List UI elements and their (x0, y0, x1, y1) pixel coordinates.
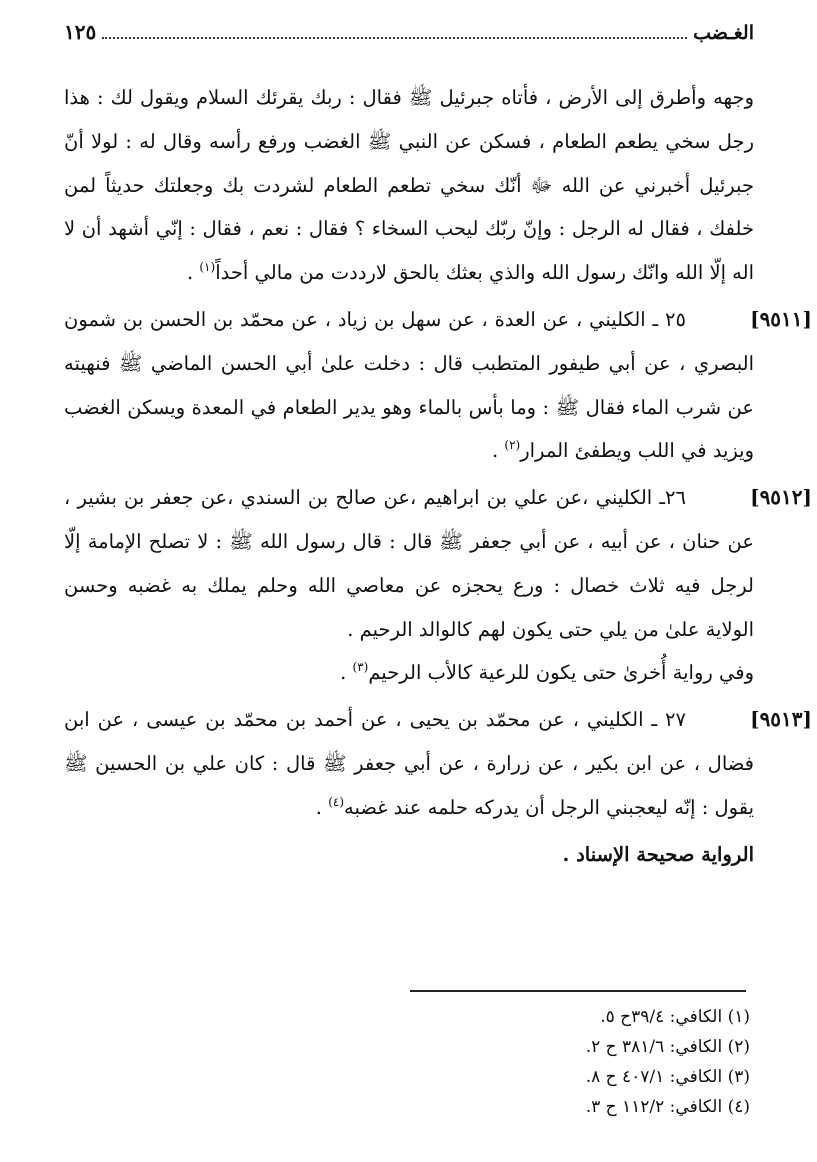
hadith-9511 (64, 298, 812, 476)
hadith-9513-text-block (64, 698, 754, 832)
continuation-end: . (186, 261, 200, 285)
footnote-ref-1: (١) (199, 260, 216, 275)
footnote-ref-2: (٢) (504, 438, 521, 453)
footnote-4: (٤) الكافي: ١١٢/٢ ح ٣. (585, 1097, 750, 1117)
hadith-9511-end: . (491, 439, 505, 463)
footnote-ref-4: (٤) (328, 794, 345, 809)
continuation-paragraph (64, 76, 754, 298)
hadith-number-9512: [٩٥١٢] (750, 485, 812, 510)
hadith-9512-text: ٢٦ـ الكليني ،عن علي بن ابراهيم ،عن صالح بن السندي ،عن جعفر بن بشير ، عن حنان ، عن أبيه ، عن أبي جعفر ﷺ قال : قال رسول الله ﷺ : لا تصلح الإمامة إلّا لرجل فيه ثلاث خصال : ورع يحجزه عن معاصي الله وحلم يملك به غضبه وحسن الولاية علىٰ من يلي حتى يكون لهم كالوالد الرحيم . (64, 486, 754, 641)
footnotes (64, 1002, 754, 1122)
hadith-9513 (64, 698, 812, 876)
hadith-9513-text: ٢٧ ـ الكليني ، عن محمّد بن يحيى ، عن أحمد بن محمّد بن عيسى ، عن ابن فضال ، عن ابن بكير ، عن زرارة ، عن أبي جعفر ﷺ قال : كان علي بن الحسين ﷺ يقول : إنّه ليعجبني الرجل أن يدركه حلمه عند غضبه (64, 708, 754, 819)
hadith-9512-note (64, 651, 754, 698)
hadith-9511-text: ٢٥ ـ الكليني ، عن العدة ، عن سهل بن زياد ، عن محمّد بن الحسن بن شمون البصري ، عن أبي طيفور المتطبب قال : دخلت علىٰ أبي الحسن الماضي ﷺ فنهيته عن شرب الماء فقال ﷺ : وما بأس بالماء وهو يدير الطعام في المعدة ويسكن الغضب ويزيد في اللب ويطفئ المرار (64, 307, 754, 463)
continuation-text: وجهه وأطرق إلى الأرض ، فأتاه جبرئيل ﷺ فقال : ربك يقرئك السلام ويقول لك : هذا رجل سخي يطعم الطعام ، فسكن عن النبي ﷺ الغضب ورفع رأسه وقال له : لولا أنّ جبرئيل أخبرني عن الله ﷻ أنّك سخي تطعم الطعام لشردت بك وجعلتك حديثاً لمن خلفك ، فقال له الرجل : وإنّ ربّك ليحب السخاء ؟ فقال : نعم ، فقال : إنّي أشهد أن لا اله إلّا الله وانّك رسول الله والذي بعثك بالحق لارددت من مالي أحداً (64, 86, 754, 285)
book-page (64, 14, 812, 1144)
page-number: ١٢٥ (64, 20, 97, 44)
chain-grade: الرواية صحيحة الإسناد . (562, 842, 754, 866)
page-content (64, 76, 812, 876)
footnote-separator (410, 990, 746, 992)
hadith-number-9513: [٩٥١٣] (750, 707, 812, 732)
hadith-9512-note-text: وفي رواية أُخرىٰ حتى يكون للرعية كالأب الرحيم (368, 661, 754, 685)
hadith-number-9511: [٩٥١١] (750, 306, 812, 331)
hadith-9512-end: . (340, 661, 353, 685)
hadith-9512 (64, 476, 812, 698)
footnote-ref-3: (٣) (352, 660, 369, 675)
header-dotted-leader (102, 37, 687, 39)
footnote-3: (٣) الكافي: ٤٠٧/١ ح ٨. (585, 1067, 750, 1087)
chapter-title: الغـضب (693, 22, 754, 44)
hadith-9513-end: . (315, 795, 329, 819)
footnote-1: (١) الكافي: ٣٩/٤ح ٥. (600, 1007, 750, 1027)
hadith-9511-text-block (64, 298, 754, 476)
running-header (64, 20, 754, 56)
footnote-2: (٢) الكافي: ٣٨١/٦ ح ٢. (585, 1037, 750, 1057)
